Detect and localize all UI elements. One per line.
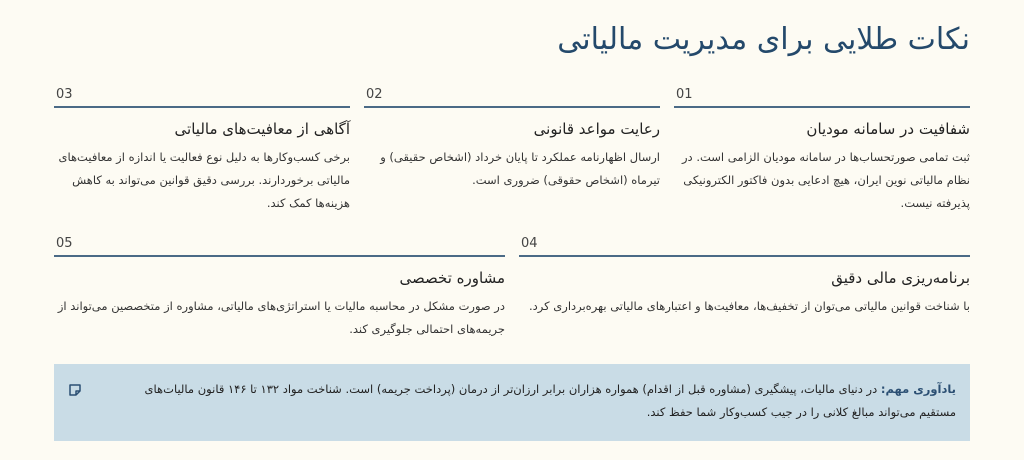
reminder-text-block — [112, 378, 956, 424]
tip-title: برنامه‌ریزی مالی دقیق — [831, 269, 970, 287]
tip-card-02 — [364, 86, 660, 215]
tip-divider — [674, 106, 970, 108]
tip-title: مشاوره تخصصی — [399, 269, 505, 287]
tips-row-top — [54, 86, 970, 215]
tip-body: در صورت مشکل در محاسبه مالیات یا استراتژی‌های مالیاتی، مشاوره از متخصصین می‌تواند از جریمه‌های احتمالی جلوگیری کند. — [57, 299, 505, 336]
tip-card-04 — [519, 235, 970, 341]
sticky-note-icon — [68, 383, 82, 397]
tip-divider — [364, 106, 660, 108]
tip-title: رعایت مواعد قانونی — [533, 120, 660, 138]
page-title: نکات طلایی برای مدیریت مالیاتی — [557, 22, 970, 57]
tip-number: 03 — [56, 87, 73, 102]
tip-body: با شناخت قوانین مالیاتی می‌توان از تخفیف‌ها، معافیت‌ها و اعتبارهای مالیاتی بهره‌برداری کرد. — [529, 299, 970, 313]
reminder-text: در دنیای مالیات، پیشگیری (مشاوره قبل از اقدام) همواره هزاران برابر ارزان‌تر از درمان (پرداخت جریمه) است. شناخت مواد ۱۳۲ تا ۱۴۶ قانون مالیات‌های مستقیم می‌تواند مبالغ کلانی را در جیب کسب‌وکار شما حفظ کند. — [144, 382, 956, 419]
tip-body: برخی کسب‌وکارها به دلیل نوع فعالیت یا اندازه از معافیت‌های مالیاتی برخوردارند. بررسی دقیق قوانین می‌تواند به کاهش هزینه‌ها کمک کند. — [58, 150, 350, 210]
tip-divider — [54, 106, 350, 108]
tip-divider — [54, 255, 505, 257]
tip-number: 04 — [521, 236, 538, 251]
tip-number: 01 — [676, 87, 693, 102]
tip-body: ثبت تمامی صورتحساب‌ها در سامانه مودیان الزامی است. در نظام مالیاتی نوین ایران، هیچ ادعایی بدون فاکتور الکترونیکی پذیرفته نیست. — [682, 150, 970, 210]
tip-card-03 — [54, 86, 350, 215]
tip-body: ارسال اظهارنامه عملکرد تا پایان خرداد (اشخاص حقیقی) و تیرماه (اشخاص حقوقی) ضروری است. — [380, 150, 660, 187]
tip-card-05 — [54, 235, 505, 341]
tip-number: 02 — [366, 87, 383, 102]
tip-title: شفافیت در سامانه مودیان — [806, 120, 970, 138]
tip-divider — [519, 255, 970, 257]
tips-row-bottom — [54, 235, 970, 341]
important-reminder-box — [54, 364, 970, 441]
tip-title: آگاهی از معافیت‌های مالیاتی — [174, 120, 350, 138]
tip-number: 05 — [56, 236, 73, 251]
reminder-label: یادآوری مهم: — [880, 382, 956, 396]
tip-card-01 — [674, 86, 970, 215]
